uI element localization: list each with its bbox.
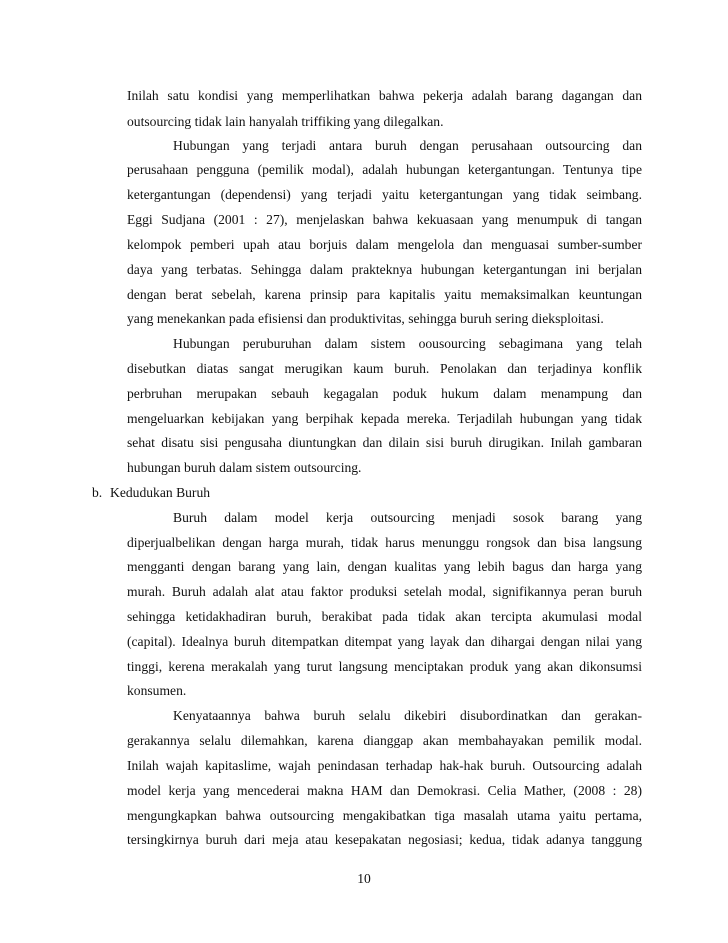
paragraph-line: diperjualbelikan dengan harga murah, tidak harus menunggu rongsok dan bisa langsung — [127, 535, 642, 550]
paragraph-line: outsourcing tidak lain hanyalah triffiking yang dilegalkan. — [127, 114, 444, 129]
section-title: Kedudukan Buruh — [110, 485, 211, 500]
paragraph-line: Kenyataannya bahwa buruh selalu dikebiri disubordinatkan dan gerakan- — [173, 708, 642, 723]
page-number: 10 — [357, 871, 371, 886]
paragraph-line: tinggi, kerena merakalah yang turut langsung menciptakan produk yang akan dikonsumsi — [127, 659, 642, 674]
paragraph-line: perusahaan pengguna (pemilik modal), adalah hubungan ketergantungan. Tentunya tipe — [127, 162, 642, 177]
paragraph-line: yang menekankan pada efisiensi dan produktivitas, sehingga buruh sering dieksploitasi. — [127, 311, 604, 326]
paragraph-line: gerakannya selalu dilemahkan, karena dianggap akan membahayakan pemilik modal. — [127, 733, 642, 748]
paragraph-line: Hubungan peruburuhan dalam sistem oousourcing sebagimana yang telah — [173, 336, 642, 351]
paragraph-line: hubungan buruh dalam sistem outsourcing. — [127, 460, 362, 475]
paragraph-line: sehat disatu sisi pengusaha diuntungkan dan dilain sisi buruh dirugikan. Inilah gambaran — [127, 435, 642, 450]
paragraph-line: konsumen. — [127, 683, 187, 698]
paragraph-line: model kerja yang mencederai makna HAM dan Demokrasi. Celia Mather, (2008 : 28) — [127, 783, 642, 798]
paragraph-line: daya yang terbatas. Sehingga dalam prakteknya hubungan ketergantungan ini berjalan — [127, 262, 642, 277]
paragraph-line: ketergantungan (dependensi) yang terjadi yaitu ketergantungan yang tidak seimbang. — [127, 187, 642, 202]
section-heading — [92, 485, 210, 501]
paragraph-line: disebutkan diatas sangat merugikan kaum buruh. Penolakan dan terjadinya konflik — [127, 361, 642, 376]
section-label: b. — [92, 485, 103, 500]
paragraph-line: dengan berat sebelah, karena prinsip para kapitalis yaitu memaksimalkan keuntungan — [127, 287, 642, 302]
paragraph-line: sehingga ketidakhadiran buruh, berakibat pada tidak akan tercipta akumulasi modal — [127, 609, 642, 624]
paragraph-line: perbruhan merupakan sebauh kegagalan poduk hukum dalam menampung dan — [127, 386, 642, 401]
paragraph-line: Inilah wajah kapitaslime, wajah penindasan terhadap hak-hak buruh. Outsourcing adalah — [127, 758, 642, 773]
paragraph-line: Eggi Sudjana (2001 : 27), menjelaskan bahwa kekuasaan yang menumpuk di tangan — [127, 212, 642, 227]
paragraph-line: Buruh dalam model kerja outsourcing menjadi sosok barang yang — [173, 510, 642, 525]
paragraph-line: kelompok pemberi upah atau borjuis dalam mengelola dan menguasai sumber-sumber — [127, 237, 642, 252]
paragraph-line: mengeluarkan kebijakan yang berpihak kepada mereka. Terjadilah hubungan yang tidak — [127, 411, 642, 426]
paragraph-line: mengganti dengan barang yang lain, dengan kualitas yang lebih bagus dan harga yang — [127, 559, 642, 574]
paragraph-line: Hubungan yang terjadi antara buruh dengan perusahaan outsourcing dan — [173, 138, 642, 153]
paragraph-line: Inilah satu kondisi yang memperlihatkan bahwa pekerja adalah barang dagangan dan — [127, 88, 642, 103]
paragraph-line: (capital). Idealnya buruh ditempatkan ditempat yang layak dan dihargai dengan nilai yang — [127, 634, 642, 649]
paragraph-line: tersingkirnya buruh dari meja atau kesepakatan negosiasi; kedua, tidak adanya tanggung — [127, 832, 642, 847]
paragraph-line: murah. Buruh adalah alat atau faktor produksi setelah modal, signifikannya peran buruh — [127, 584, 642, 599]
paragraph-line: mengungkapkan bahwa outsourcing mengakibatkan tiga masalah utama yaitu pertama, — [127, 808, 642, 823]
